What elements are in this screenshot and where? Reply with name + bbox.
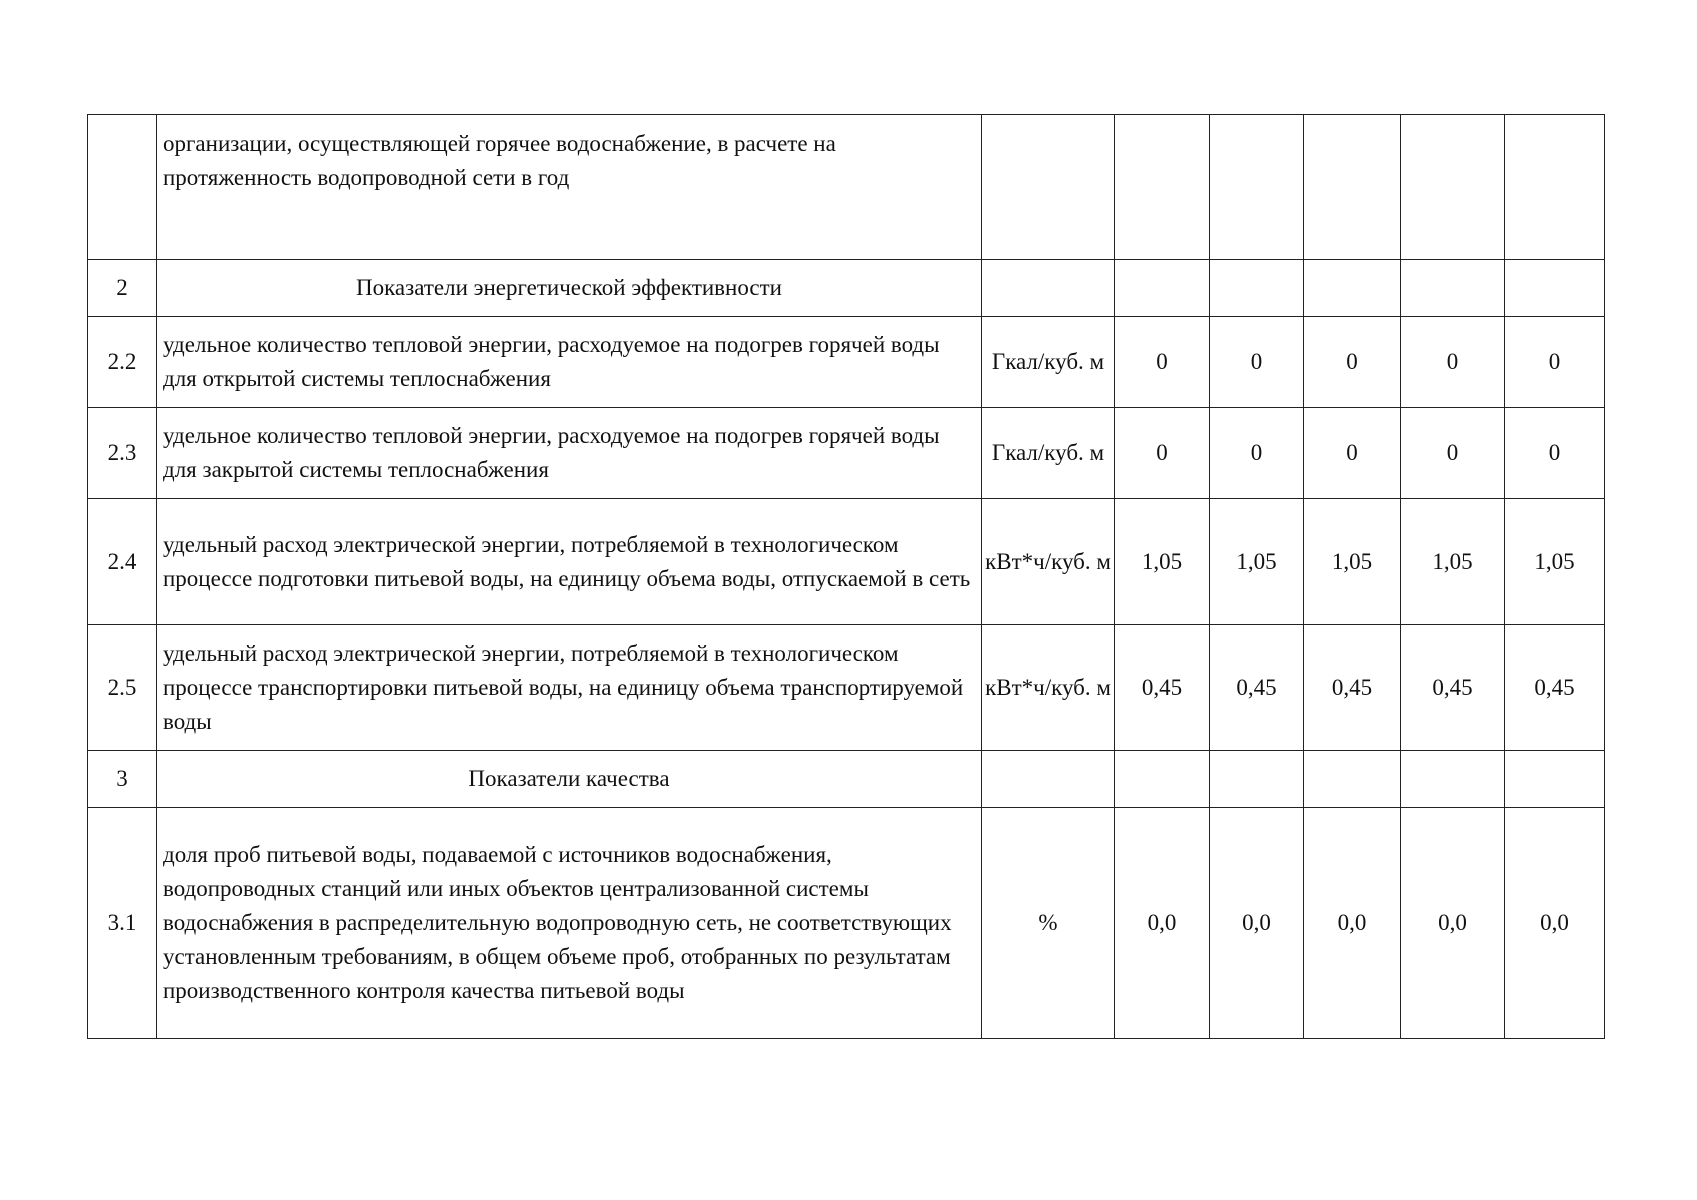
row-value — [1210, 115, 1304, 260]
row-number: 2.4 — [88, 499, 157, 625]
row-description: организации, осуществляющей горячее водоснабжение, в расчете на протяженность водопроводной сети в год — [157, 115, 982, 260]
row-value: 0 — [1401, 317, 1505, 408]
row-value: 0,0 — [1210, 808, 1304, 1039]
row-description: удельное количество тепловой энергии, расходуемое на подогрев горячей воды для закрытой системы теплоснабжения — [157, 408, 982, 499]
row-unit: кВт*ч/куб. м — [982, 499, 1115, 625]
row-value: 0,0 — [1401, 808, 1505, 1039]
row-value — [1401, 260, 1505, 317]
row-number: 3.1 — [88, 808, 157, 1039]
row-value — [1304, 751, 1401, 808]
row-value — [1505, 260, 1605, 317]
section-title: Показатели качества — [157, 751, 982, 808]
row-value: 0 — [1401, 408, 1505, 499]
row-value: 0,45 — [1505, 625, 1605, 751]
row-value: 0,45 — [1401, 625, 1505, 751]
row-value: 0 — [1115, 408, 1210, 499]
table-row — [88, 625, 1605, 751]
section-row — [88, 751, 1605, 808]
row-description: удельный расход электрической энергии, потребляемой в технологическом процессе транспортировки питьевой воды, на единицу объема транспортируемой воды — [157, 625, 982, 751]
row-unit: Гкал/куб. м — [982, 317, 1115, 408]
row-value: 0 — [1115, 317, 1210, 408]
row-value — [1304, 115, 1401, 260]
section-title: Показатели энергетической эффективности — [157, 260, 982, 317]
row-value: 1,05 — [1304, 499, 1401, 625]
row-value — [1115, 260, 1210, 317]
row-value: 1,05 — [1401, 499, 1505, 625]
row-number: 2.3 — [88, 408, 157, 499]
row-value — [1505, 115, 1605, 260]
row-unit — [982, 115, 1115, 260]
row-value: 0 — [1304, 317, 1401, 408]
section-number: 2 — [88, 260, 157, 317]
row-unit: Гкал/куб. м — [982, 408, 1115, 499]
row-value — [1115, 115, 1210, 260]
row-description: удельный расход электрической энергии, потребляемой в технологическом процессе подготовки питьевой воды, на единицу объема воды, отпускаемой в сеть — [157, 499, 982, 625]
row-unit: кВт*ч/куб. м — [982, 625, 1115, 751]
row-value: 1,05 — [1505, 499, 1605, 625]
section-number: 3 — [88, 751, 157, 808]
row-value: 0 — [1505, 408, 1605, 499]
row-value — [1210, 751, 1304, 808]
row-value — [1401, 751, 1505, 808]
table-row — [88, 115, 1605, 260]
row-value: 0 — [1304, 408, 1401, 499]
table-row — [88, 808, 1605, 1039]
row-value: 0,0 — [1115, 808, 1210, 1039]
row-value — [1505, 751, 1605, 808]
row-value: 1,05 — [1115, 499, 1210, 625]
row-value — [1210, 260, 1304, 317]
row-value: 0 — [1505, 317, 1605, 408]
table-row — [88, 408, 1605, 499]
row-unit — [982, 751, 1115, 808]
row-value — [1115, 751, 1210, 808]
row-value: 0,0 — [1505, 808, 1605, 1039]
row-number: 2.2 — [88, 317, 157, 408]
table-row — [88, 499, 1605, 625]
row-value: 0,45 — [1304, 625, 1401, 751]
row-description: доля проб питьевой воды, подаваемой с источников водоснабжения, водопроводных станций или иных объектов централизованной системы водоснабжения в распределительную водопроводную сеть, не соответствующих установленным требованиям, в общем объеме проб, отобранных по результатам производственного контроля качества питьевой воды — [157, 808, 982, 1039]
row-value — [1401, 115, 1505, 260]
row-value: 1,05 — [1210, 499, 1304, 625]
row-value: 0,45 — [1210, 625, 1304, 751]
row-value: 0,0 — [1304, 808, 1401, 1039]
row-value: 0,45 — [1115, 625, 1210, 751]
row-description: удельное количество тепловой энергии, расходуемое на подогрев горячей воды для открытой системы теплоснабжения — [157, 317, 982, 408]
row-value — [1304, 260, 1401, 317]
section-row — [88, 260, 1605, 317]
row-number — [88, 115, 157, 260]
row-unit — [982, 260, 1115, 317]
row-value: 0 — [1210, 408, 1304, 499]
row-unit: % — [982, 808, 1115, 1039]
row-number: 2.5 — [88, 625, 157, 751]
indicators-table — [87, 114, 1605, 1039]
table-row — [88, 317, 1605, 408]
row-value: 0 — [1210, 317, 1304, 408]
